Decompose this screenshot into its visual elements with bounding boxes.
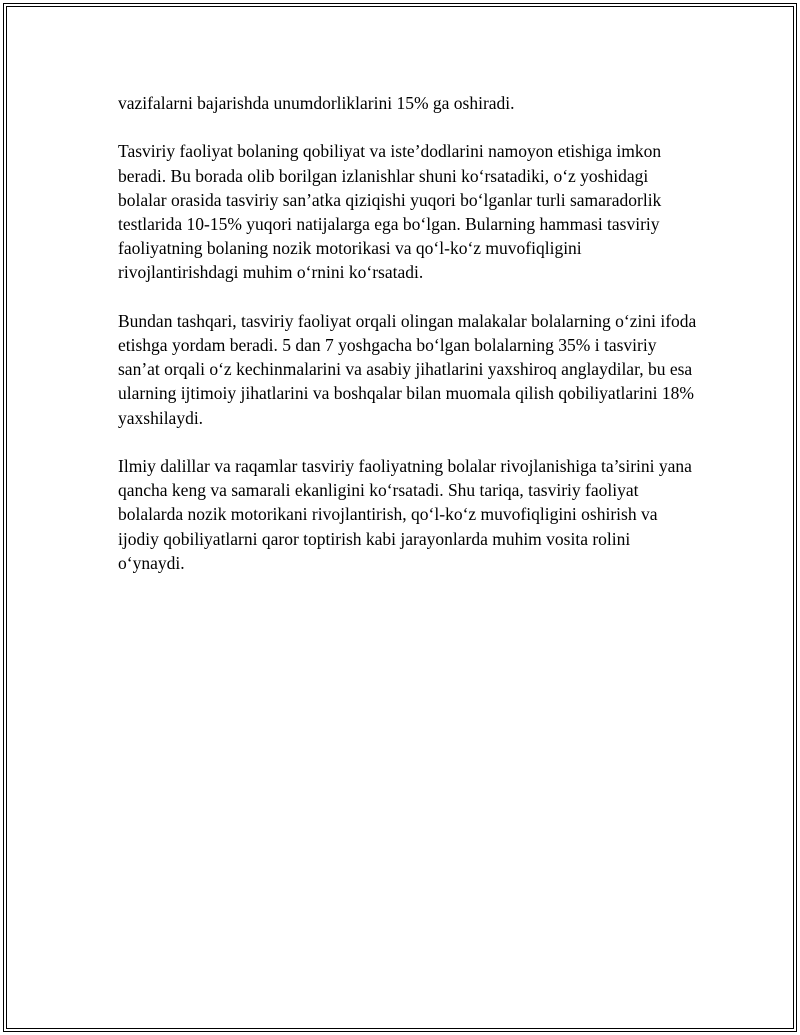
paragraph-2: Tasviriy faoliyat bolaning qobiliyat va iste’dodlarini namoyon etishiga imkon beradi. Bu borada olib borilgan izlanishlar shuni ko‘rsatadiki, o‘z yoshidagi bolalar orasida tasviriy san’atka qiziqishi yuqori bo‘lganlar turli samaradorlik testlarida 10-15% yuqori natijalarga ega bo‘lgan. Bularning hammasi tasviriy faoliyatning bolaning nozik motorikasi va qo‘l-ko‘z muvofiqligini rivojlantirishdagi muhim o‘rnini ko‘rsatadi. [118, 141, 662, 283]
paragraph-1: vazifalarni bajarishda unumdorliklarini 15% ga oshiradi. [118, 93, 515, 113]
paragraph-4: Ilmiy dalillar va raqamlar tasviriy faoliyatning bolalar rivojlanishiga ta’sirini yana qancha keng va samarali ekanligini ko‘rsatadi. Shu tariqa, tasviriy faoliyat bolalarda nozik motorikani rivojlantirish, qo‘l-ko‘z muvofiqligini oshirish va ijodiy qobiliyatlarni qaror toptirish kabi jarayonlarda muhim vosita rolini o‘ynaydi. [118, 456, 692, 573]
document-body [118, 91, 698, 599]
paragraph-3: Bundan tashqari, tasviriy faoliyat orqali olingan malakalar bolalarning o‘zini ifoda etishga yordam beradi. 5 dan 7 yoshgacha bo‘lgan bolalarning 35% i tasviriy san’at orqali o‘z kechinmalarini va asabiy jihatlarini yaxshiroq anglaydilar, bu esa ularning ijtimoiy jihatlarini va boshqalar bilan muomala qilish qobiliyatlarini 18% yaxshilaydi. [118, 310, 697, 428]
